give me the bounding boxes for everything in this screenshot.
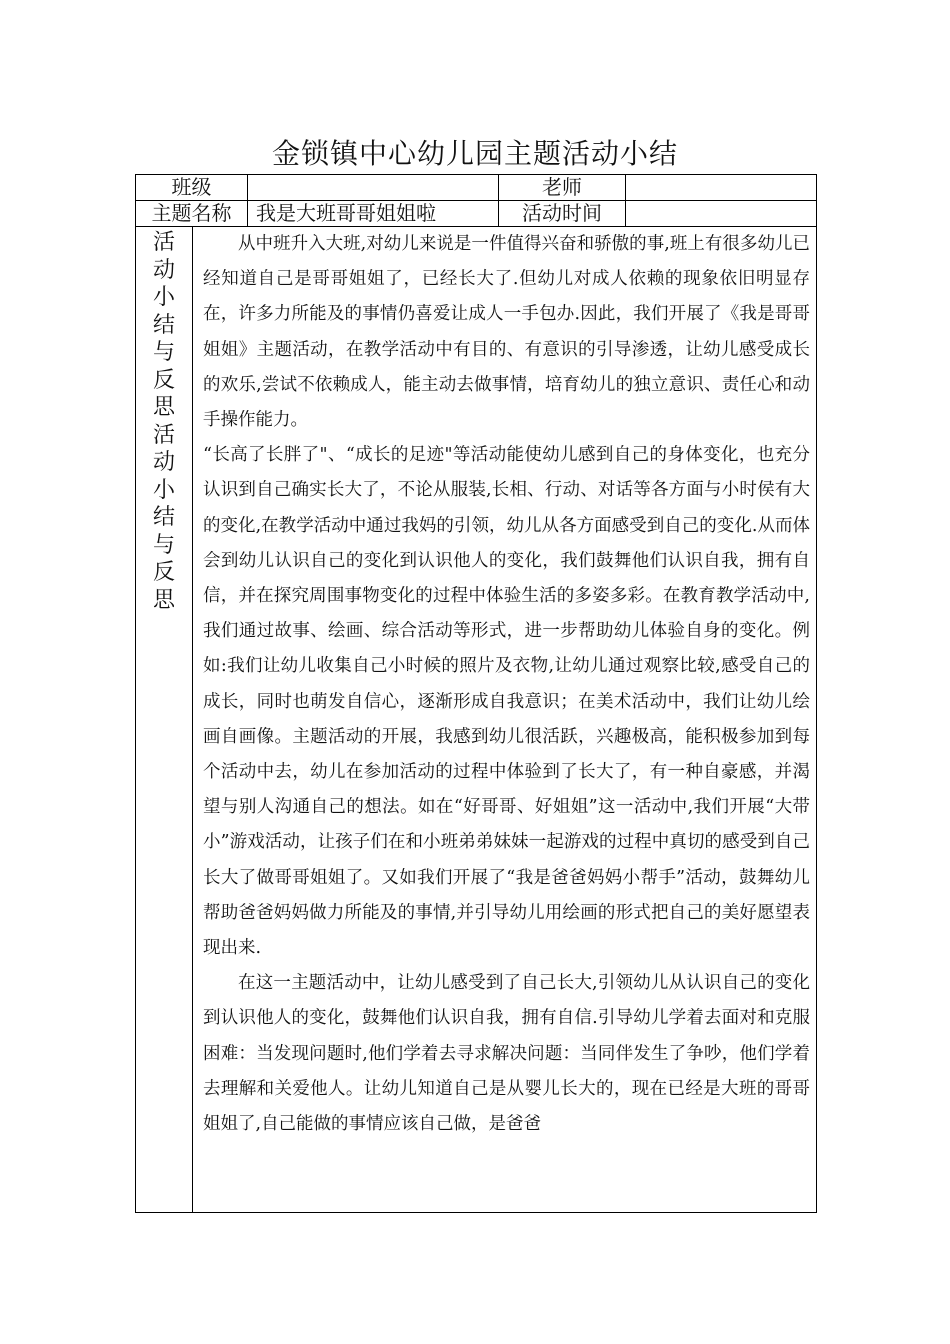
side-label-cell xyxy=(136,227,193,1213)
teacher-label: 老师 xyxy=(499,175,626,201)
teacher-value[interactable] xyxy=(626,175,817,201)
page-title: 金锁镇中心幼儿园主题活动小结 xyxy=(271,137,678,170)
paragraph-1: 从中班升入大班,对幼儿来说是一件值得兴奋和骄傲的事,班上有很多幼儿已经知道自己是哥哥姐姐了，已经长大了.但幼儿对成人依赖的现象依旧明显存在，许多力所能及的事情仍喜爱让成人一手包办.因此，我们开展了《我是哥哥姐姐》主题活动，在教学活动中有目的、有意识的引导渗透，让幼儿感受成长的欢乐,尝试不依赖成人，能主动去做事情，培育幼儿的独立意识、责任心和动手操作能力。 xyxy=(203,234,810,431)
theme-value[interactable]: 我是大班哥哥姐姐啦 xyxy=(248,201,499,227)
time-label: 活动时间 xyxy=(499,201,626,227)
class-label: 班级 xyxy=(136,175,248,201)
content-row xyxy=(136,227,817,1213)
time-value[interactable] xyxy=(626,201,817,227)
paragraph-3: 在这一主题活动中，让幼儿感受到了自己长大,引领幼儿从认识自己的变化到认识他人的变化，鼓舞他们认识自我，拥有自信.引导幼儿学着去面对和克服困难：当发现问题时,他们学着去寻求解决问题：当同伴发生了争吵，他们学着去理解和关爱他人。让幼儿知道自己是从婴儿长大的，现在已经是大班的哥哥姐姐了,自己能做的事情应该自己做，是爸爸 xyxy=(203,973,810,1135)
theme-row xyxy=(136,201,817,227)
class-row xyxy=(136,175,817,201)
class-value[interactable] xyxy=(248,175,499,201)
theme-label: 主题名称 xyxy=(136,201,248,227)
paragraph-2: “长高了长胖了"、“成长的足迹"等活动能使幼儿感到自己的身体变化，也充分认识到自己确实长大了，不论从服装,长相、行动、对话等各方面与小时侯有大的变化,在教学活动中通过我妈的引领，幼儿从各方面感受到自己的变化.从而体会到幼儿认识自己的变化到认识他人的变化，我们鼓舞他们认识自我，拥有自信，并在探究周围事物变化的过程中体验生活的多姿多彩。在教育教学活动中,我们通过故事、绘画、综合活动等形式，进一步帮助幼儿体验自身的变化。例如:我们让幼儿收集自己小时候的照片及衣物,让幼儿通过观察比较,感受自己的成长，同时也萌发自信心，逐渐形成自我意识；在美术活动中，我们让幼儿绘画自画像。主题活动的开展，我感到幼儿很活跃，兴趣极高，能积极参加到每个活动中去，幼儿在参加活动的过程中体验到了长大了，有一种自豪感，并渴望与别人沟通自己的想法。如在“好哥哥、好姐姐”这一活动中,我们开展“大带小”游戏活动，让孩子们在和小班弟弟妹妹一起游戏的过程中真切的感受到自己长大了做哥哥姐姐了。又如我们开展了“我是爸爸妈妈小帮手”活动，鼓舞幼儿帮助爸爸妈妈做力所能及的事情,并引导幼儿用绘画的形式把自己的美好愿望表现出来. xyxy=(203,445,810,959)
side-label: 活动小结与反思活动小结与反思 xyxy=(153,230,176,613)
summary-content xyxy=(193,227,817,1213)
summary-table xyxy=(135,174,817,1213)
